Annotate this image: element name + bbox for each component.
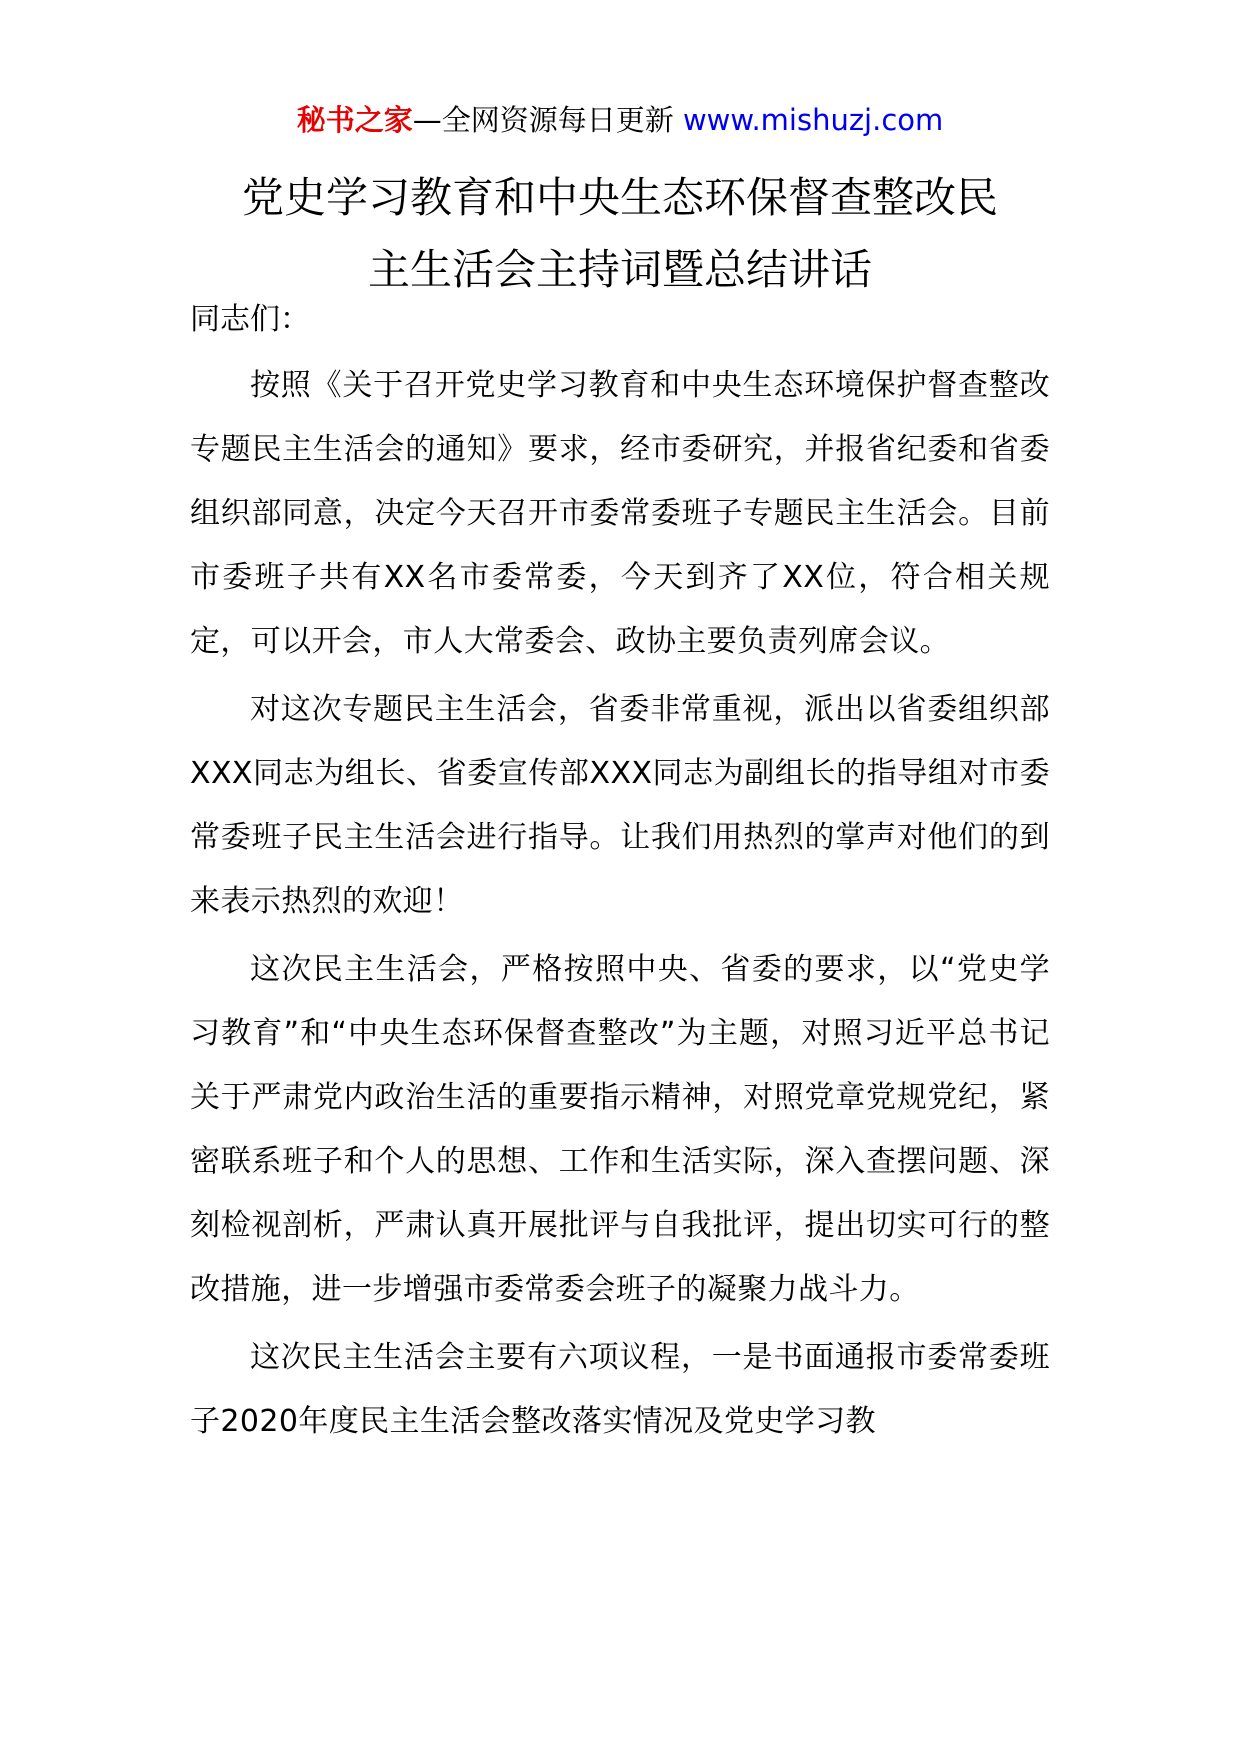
site-header	[0, 98, 1240, 142]
title-line-2: 主生活会主持词暨总结讲话	[367, 245, 872, 294]
title-line-1: 党史学习教育和中央生态环保督查整改民	[241, 173, 998, 222]
site-url-link[interactable]: www.mishuzj.com	[682, 103, 944, 137]
brand-name: 秘书之家	[296, 103, 413, 137]
document-title	[0, 162, 1240, 306]
salutation: 同志们：	[190, 302, 310, 337]
document-body	[190, 290, 1050, 1454]
paragraph-2: 对这次专题民主生活会，省委非常重视，派出以省委组织部XXX同志为组长、省委宣传部XXX同志为副组长的指导组对市委常委班子民主生活会进行指导。让我们用热烈的掌声对他们的到来表示热烈的欢迎！	[190, 692, 1050, 919]
paragraph-3: 这次民主生活会，严格按照中央、省委的要求，以“党史学习教育”和“中央生态环保督查整改”为主题，对照习近平总书记关于严肃党内政治生活的重要指示精神，对照党章党规党纪，紧密联系班子和个人的思想、工作和生活实际，深入查摆问题、深刻检视剖析，严肃认真开展批评与自我批评，提出切实可行的整改措施，进一步增强市委常委会班子的凝聚力战斗力。	[190, 952, 1050, 1307]
paragraph-4: 这次民主生活会主要有六项议程，一是书面通报市委常委班子2020年度民主生活会整改落实情况及党史学习教	[190, 1340, 1050, 1439]
header-slogan: —全网资源每日更新	[412, 103, 674, 137]
paragraph-1: 按照《关于召开党史学习教育和中央生态环境保护督查整改专题民主生活会的通知》要求，经市委研究，并报省纪委和省委组织部同意，决定今天召开市委常委班子专题民主生活会。目前市委班子共有XX名市委常委，今天到齐了XX位，符合相关规定，可以开会，市人大常委会、政协主要负责列席会议。	[190, 368, 1050, 659]
